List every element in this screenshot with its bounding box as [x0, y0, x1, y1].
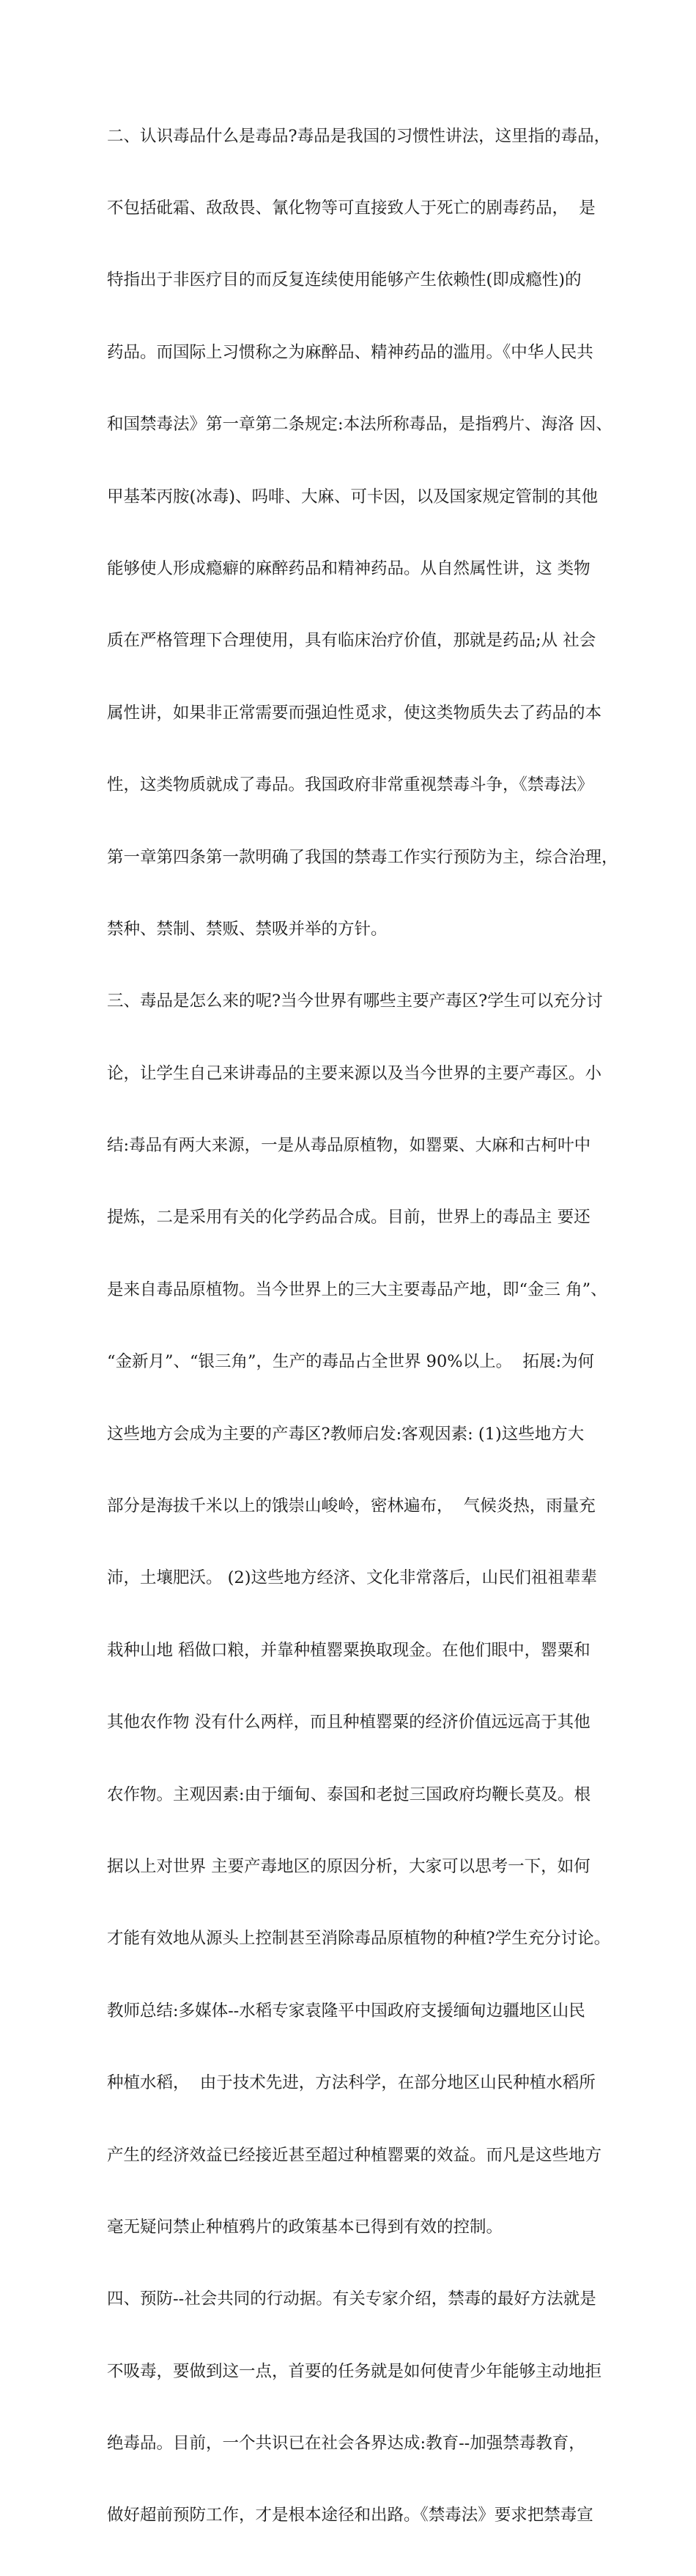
text-line: 第一章第四条第一款明确了我国的禁毒工作实行预防为主，综合治理，: [107, 847, 618, 867]
text-line: 绝毒品。目前，一个共识已在社会各界达成:教育--加强禁毒教育，: [107, 2434, 585, 2454]
text-line: 部分是海拔千米以上的饿崇山峻岭，密林遍布， 气候炎热，雨量充: [107, 1496, 596, 1516]
text-line: 沛，土壤肥沃。 (2)这些地方经济、文化非常落后，山民们祖祖辈辈: [107, 1568, 598, 1588]
text-line: 论，让学生自己来讲毒品的主要来源以及当今世界的主要产毒区。小: [107, 1063, 602, 1083]
text-line: 教师总结:多媒体--水稻专家袁隆平中国政府支援缅甸边疆地区山民: [107, 2001, 585, 2020]
text-line: 这些地方会成为主要的产毒区?教师启发:客观因素: (1)这些地方大: [107, 1424, 585, 1444]
text-line: 提炼，二是采用有关的化学药品合成。目前，世界上的毒品主 要还: [107, 1208, 591, 1228]
text-line: 能够使人形成瘾癖的麻醉药品和精神药品。从自然属性讲，这 类物: [107, 558, 591, 578]
text-line: 其他农作物 没有什么两样，而且种植罂粟的经济价值远远高于其他: [107, 1713, 591, 1732]
text-line: 禁种、禁制、禁贩、禁吸并举的方针。: [107, 919, 388, 939]
text-line: 性，这类物质就成了毒品。我国政府非常重视禁毒斗争，《禁毒法》: [107, 775, 593, 795]
text-line: 四、预防--社会共同的行动据。有关专家介绍，禁毒的最好方法就是: [107, 2289, 596, 2309]
text-line: 药品。而国际上习惯称之为麻醉品、精神药品的滥用。《中华人民共: [107, 342, 593, 362]
text-line: 才能有效地从源头上控制甚至消除毒品原植物的种植?学生充分讨论。: [107, 1929, 611, 1949]
text-line: 农作物。主观因素:由于缅甸、泰国和老挝三国政府均鞭长莫及。根: [107, 1785, 591, 1804]
document-body: [107, 76, 618, 2576]
text-line: 质在严格管理下合理使用，具有临床治疗价值，那就是药品;从 社会: [107, 631, 596, 651]
text-line: “金新月”、“银三角”，生产的毒品占全世界 90%以上。 拓展:为何: [107, 1352, 595, 1372]
text-line: 结:毒品有两大来源，一是从毒品原植物，如罂粟、大麻和古柯叶中: [107, 1136, 591, 1156]
text-line: 毫无疑问禁止种植鸦片的政策基本已得到有效的控制。: [107, 2217, 503, 2237]
text-line: 不包括砒霜、敌敌畏、氰化物等可直接致人于死亡的剧毒药品， 是: [107, 198, 596, 218]
text-line: 产生的经济效益已经接近甚至超过种植罂粟的效益。而凡是这些地方: [107, 2145, 602, 2165]
text-line: 属性讲，如果非正常需要而强迫性觅求，使这类物质失去了药品的本: [107, 703, 602, 723]
text-line: 不吸毒，要做到这一点，首要的任务就是如何使青少年能够主动地拒: [107, 2361, 602, 2381]
text-line: 是来自毒品原植物。当今世界上的三大主要毒品产地，即“金三 角”、: [107, 1280, 607, 1299]
text-line: 做好超前预防工作，才是根本途径和出路。《禁毒法》要求把禁毒宣: [107, 2506, 593, 2525]
text-line: 特指出于非医疗目的而反复连续使用能够产生依赖性(即成瘾性)的: [107, 270, 582, 290]
text-line: 二、认识毒品什么是毒品?毒品是我国的习惯性讲法，这里指的毒品，: [107, 126, 611, 146]
text-line: 据以上对世界 主要产毒地区的原因分析，大家可以思考一下，如何: [107, 1856, 591, 1876]
text-line: 栽种山地 稻做口粮，并靠种植罂粟换取现金。在他们眼中，罂粟和: [107, 1640, 591, 1660]
text-line: 三、毒品是怎么来的呢?当今世界有哪些主要产毒区?学生可以充分讨: [107, 992, 603, 1011]
text-line: 种植水稻， 由于技术先进，方法科学，在部分地区山民种植水稻所: [107, 2073, 596, 2093]
text-line: 甲基苯丙胺(冰毒)、吗啡、大麻、可卡因，以及国家规定管制的其他: [107, 487, 599, 506]
text-line: 和国禁毒法》第一章第二条规定:本法所称毒品，是指鸦片、海洛 因、: [107, 415, 612, 435]
